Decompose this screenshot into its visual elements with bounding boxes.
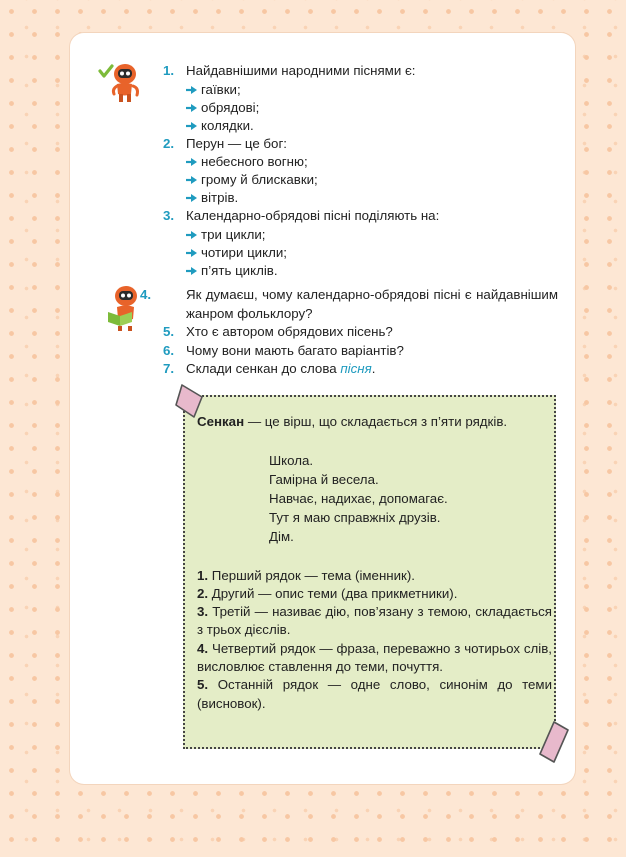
answer-options <box>163 153 558 207</box>
answer-option: чотири цикли; <box>186 244 558 262</box>
question-list-1 <box>163 62 558 280</box>
question-item: 3. Календарно-обрядові пісні поділяють на: три цикли; чотири цикли; п’ять циклів. <box>163 207 558 280</box>
answer-option: обрядові; <box>186 99 558 117</box>
highlighted-word: пісня <box>340 361 372 376</box>
arrow-right-icon <box>186 193 198 203</box>
rule-item: 4. Четвертий рядок — фраза, переважно з чотирьох слів, висловлює ставлення до теми, почуття. <box>197 640 552 674</box>
definition: Сенкан — це вірш, що складається з п’яти рядків. <box>197 414 508 429</box>
answer-option: п’ять циклів. <box>186 262 558 280</box>
example-poem <box>269 451 552 546</box>
question-list-2 <box>140 286 558 379</box>
question-item: 5. Хто є автором обрядових пісень? <box>163 324 393 339</box>
question-item: 6. Чому вони мають багато варіантів? <box>163 342 404 358</box>
question-item: 2. Перун — це бог: небесного вогню; грому й блискавки; вітрів. <box>163 135 558 208</box>
tape-bottom-right <box>536 720 570 764</box>
poem-line: Гамірна й весела. <box>269 471 379 487</box>
poem-line: Дім. <box>269 528 294 544</box>
arrow-right-icon <box>186 85 198 95</box>
rule-item: 1. Перший рядок — тема (іменник). <box>197 567 415 583</box>
arrow-right-icon <box>186 248 198 258</box>
question-item: 4. Як думаєш, чому календарно-обрядові пісні є найдавнішим жанром фольклору? <box>140 287 558 321</box>
answer-option: небесного вогню; <box>186 153 558 171</box>
answer-options <box>163 81 558 135</box>
arrow-right-icon <box>186 157 198 167</box>
senkan-note <box>183 395 556 749</box>
answer-options <box>163 226 558 280</box>
answer-option: колядки. <box>186 117 558 135</box>
question-item: 7. Склади сенкан до слова пісня. <box>163 361 376 376</box>
question-item: 1. Найдавнішими народними піснями є: гаївки; обрядові; колядки. <box>163 62 558 135</box>
poem-line: Навчає, надихає, допомагає. <box>269 490 448 506</box>
answer-option: вітрів. <box>186 189 558 207</box>
arrow-right-icon <box>186 266 198 276</box>
rules-list <box>197 567 552 713</box>
rule-item: 3. Третій — називає дію, пов’язану з темою, складається з трьох дієслів. <box>197 604 552 638</box>
arrow-right-icon <box>186 103 198 113</box>
rule-item: 5. Останній рядок — одне слово, синонім до теми (висновок). <box>197 677 552 711</box>
arrow-right-icon <box>186 230 198 240</box>
poem-line: Школа. <box>269 452 314 468</box>
poem-line: Тут я маю справжніх друзів. <box>269 509 441 525</box>
term: Сенкан <box>197 414 245 429</box>
arrow-right-icon <box>186 175 198 185</box>
robot-check-icon <box>96 58 144 106</box>
answer-option: грому й блискавки; <box>186 171 558 189</box>
answer-option: гаївки; <box>186 81 558 99</box>
answer-option: три цикли; <box>186 226 558 244</box>
rule-item: 2. Другий — опис теми (два прикметники). <box>197 585 458 601</box>
arrow-right-icon <box>186 121 198 131</box>
tape-top-left <box>172 383 206 419</box>
